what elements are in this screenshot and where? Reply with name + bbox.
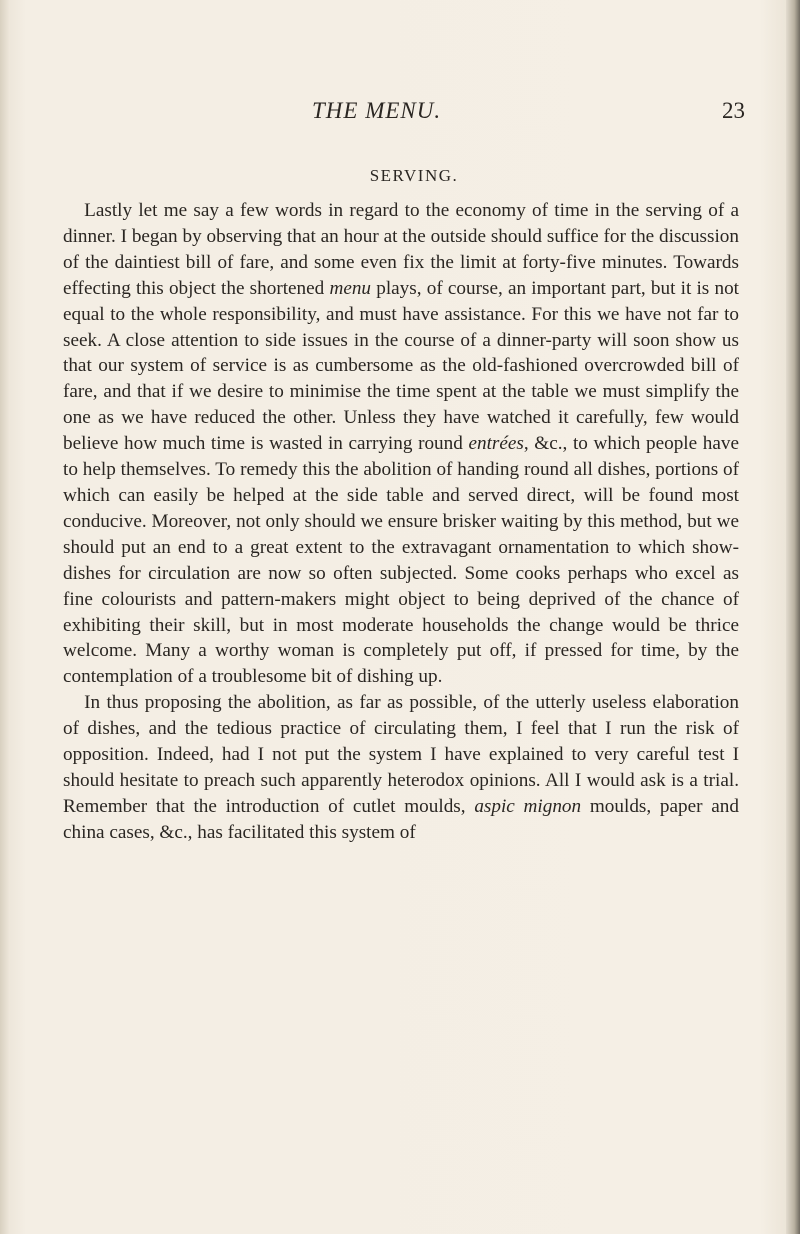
body-text xyxy=(63,198,739,846)
page-number: 23 xyxy=(722,98,745,123)
paragraph-text: , &c., to which people have to help themselves. To remedy this the abolition of handing round all dishes, portions of which can easily be helped at the side table and served direct, will be found most conducive. Moreover, not only should we ensure brisker waiting by this method, but we should put an end to a great extent to the extravagant ornamentation to which show-dishes for circulation are now so often subjected. Some cooks perhaps who excel as fine colourists and pattern-makers might object to being deprived of the chance of exhibiting their skill, but in most moderate households the change would be thrice welcome. Many a worthy woman is completely put off, if pressed for time, by the contemplation of a troublesome bit of dishing up. xyxy=(63,433,739,688)
page-left-edge xyxy=(0,0,10,1234)
italic-term-entrees: entrées xyxy=(468,433,524,455)
running-head xyxy=(0,98,800,132)
section-heading: SERVING. xyxy=(369,166,459,185)
paragraph-text: moulds, paper and china cases, &c., has facilitated this system of xyxy=(63,795,739,843)
paragraph-abolition xyxy=(63,690,739,845)
italic-term-menu: menu xyxy=(329,277,372,299)
running-title: THE MENU. xyxy=(312,98,442,123)
paragraph-text: plays, of course, an important part, but it is not equal to the whole responsibility, and must have assistance. For this we have not far to seek. A close attention to side issues in the course of a dinner-party will soon show us that our system of service is as cumbersome as the old-fashioned overcrowded bill of fare, and that if we desire to minimise the time spent at the table we must simplify the one as we have reduced the other. Unless they have watched it carefully, few would believe how much time is wasted in carrying round xyxy=(63,277,739,455)
paragraph-text: In thus proposing the abolition, as far as possible, of the utterly useless elaboration of dishes, and the tedious practice of circulating them, I feel that I run the risk of opposition. Indeed, had I not put the system I have explained to very careful test I should hesitate to preach such apparently heterodox opinions. All I would ask is a trial. Remember that the introduction of cutlet moulds, xyxy=(63,692,739,817)
paragraph-text: Lastly let me say a few words in regard to the economy of time in the serving of a dinner. I began by observing that an hour at the outside should suffice for the discussion of the daintiest bill of fare, and some even fix the limit at forty-five minutes. Towards effecting this object the shortened xyxy=(63,200,739,299)
italic-term-aspic-mignon: aspic mignon xyxy=(474,795,582,817)
paragraph-serving-economy xyxy=(63,198,739,690)
